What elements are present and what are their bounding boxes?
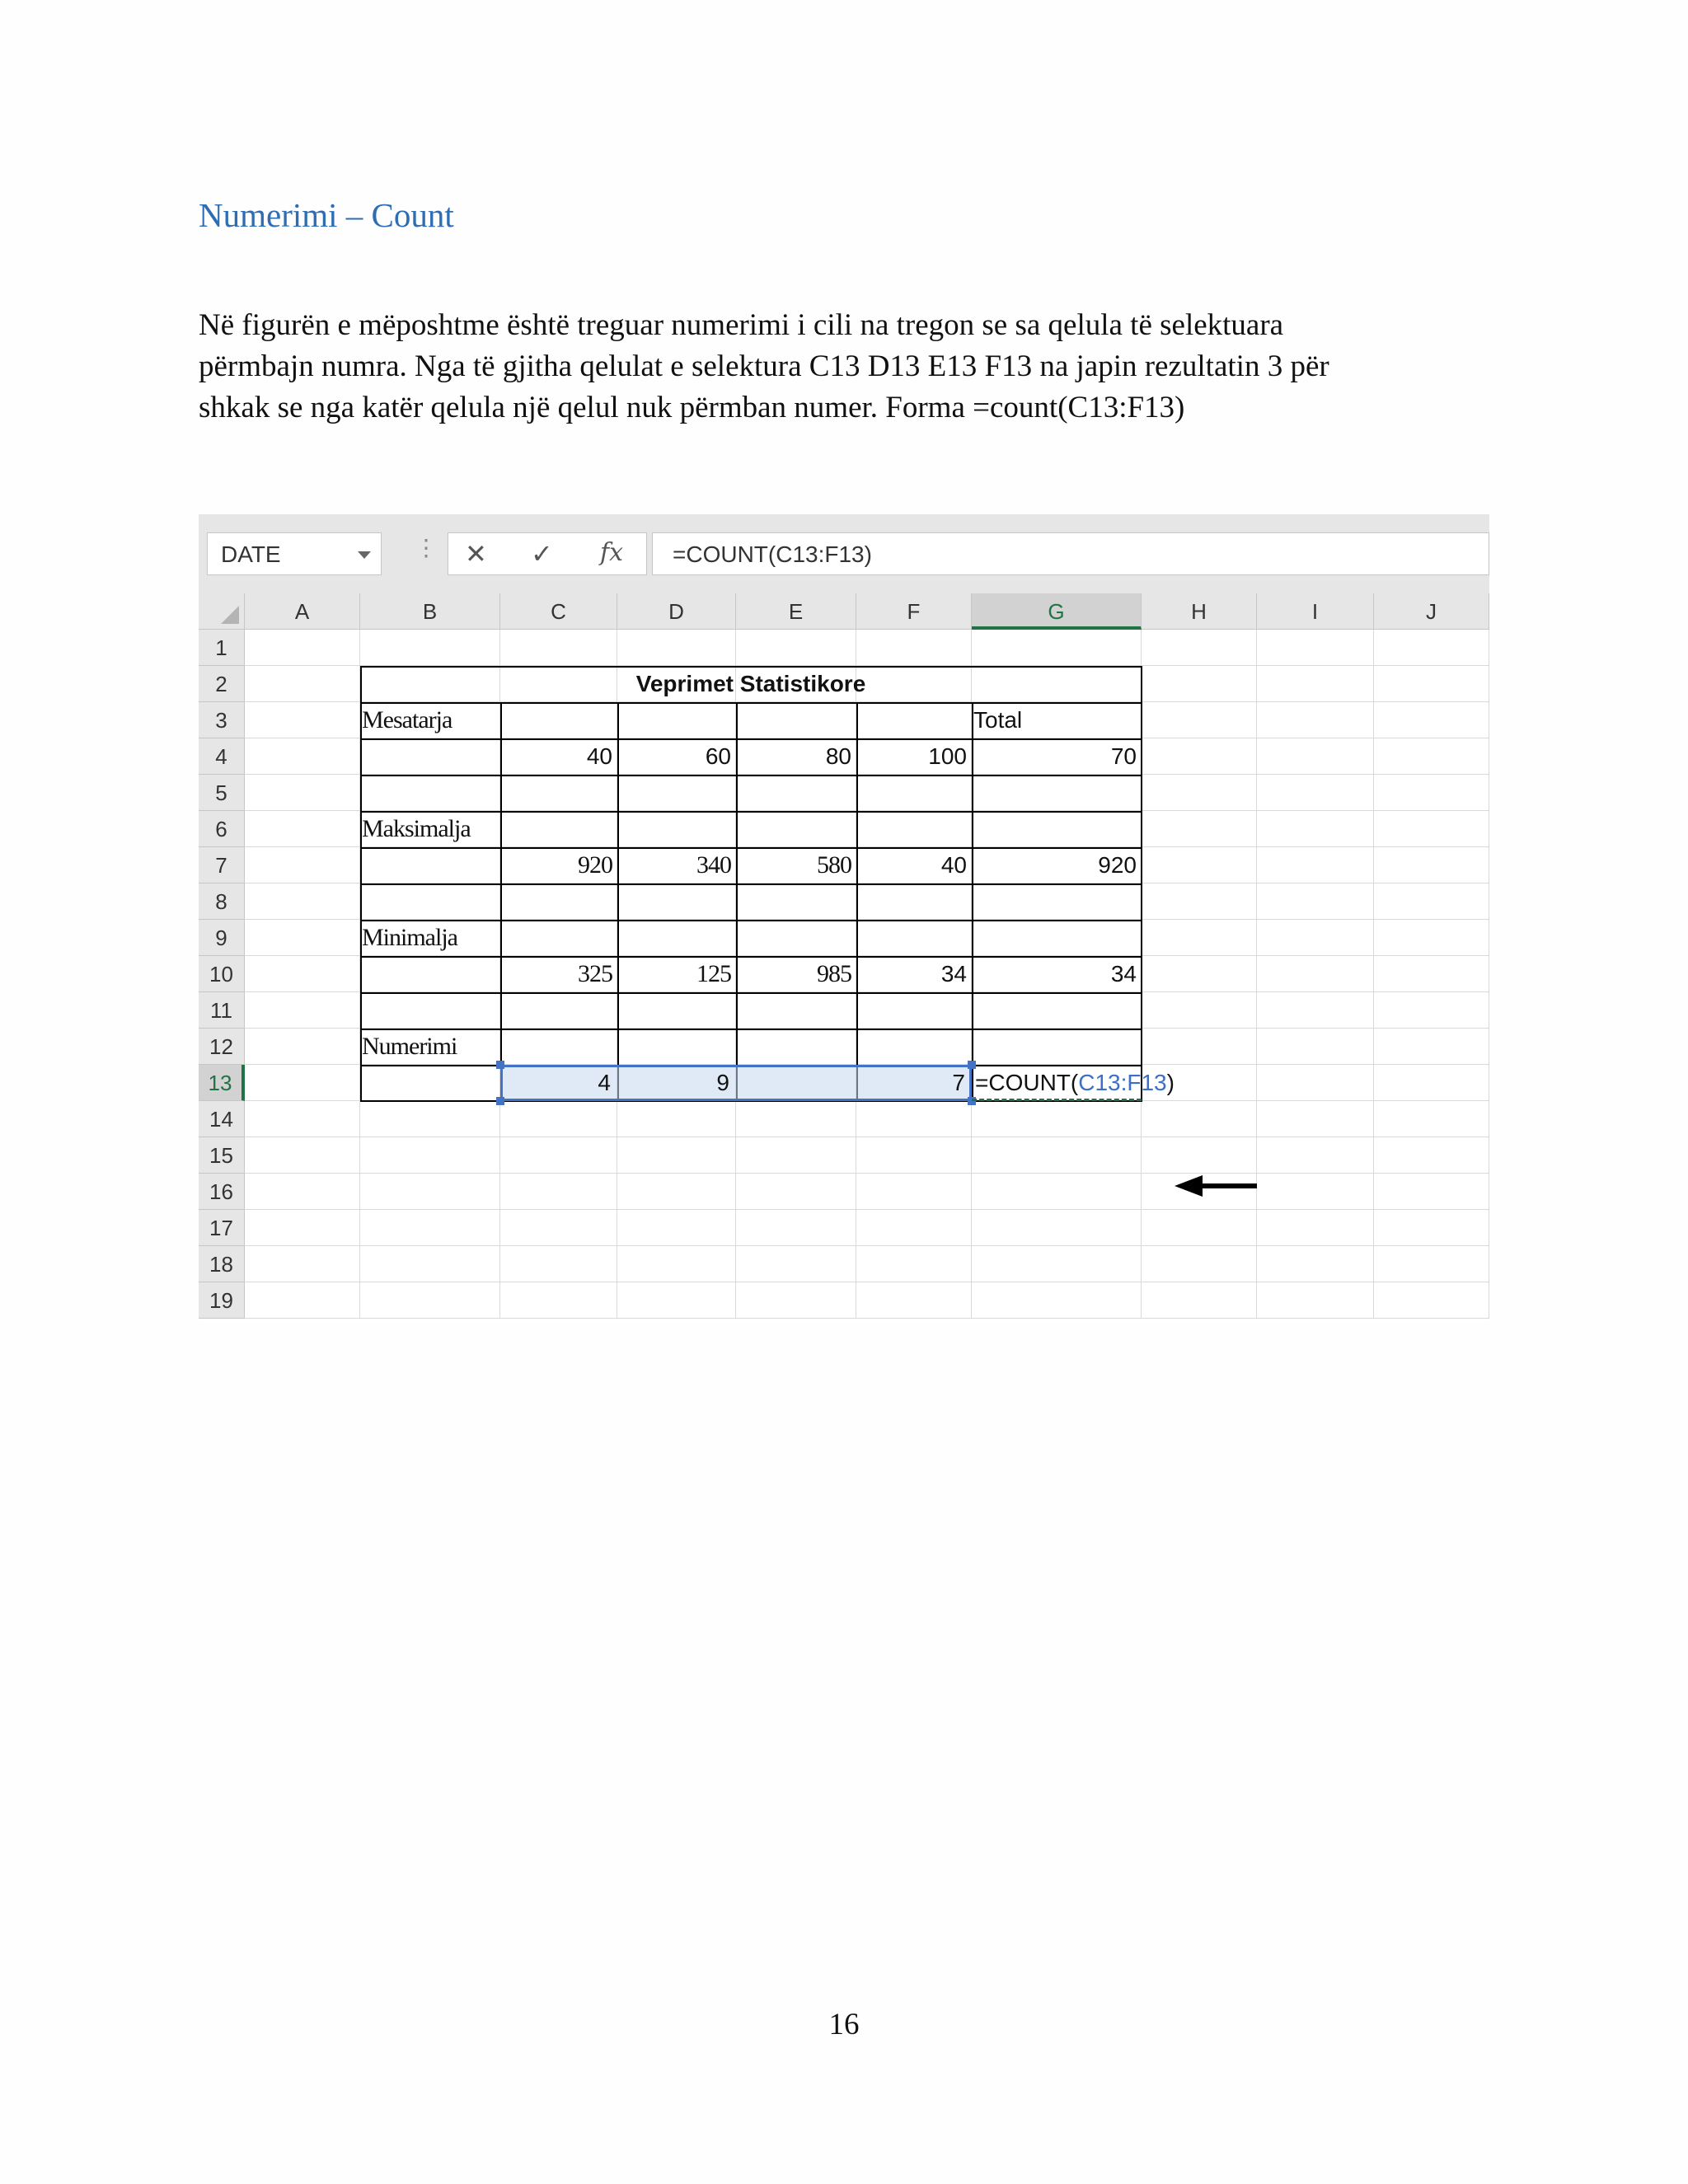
grid-cell[interactable] [856, 1282, 972, 1319]
cell-f13: 7 [952, 1070, 965, 1095]
formula-bar [199, 514, 1489, 593]
grid-cell[interactable] [500, 1210, 617, 1246]
cell-g4: 70 [1110, 743, 1137, 769]
row-header[interactable]: 5 [199, 775, 245, 811]
label-maksimalja: Maksimalja [362, 815, 471, 842]
grid-cell[interactable] [972, 1282, 1142, 1319]
grid-cell[interactable] [1374, 920, 1489, 956]
grid-cell[interactable] [736, 1246, 856, 1282]
grid-cell[interactable] [1374, 1210, 1489, 1246]
row-header[interactable]: 4 [199, 738, 245, 775]
paragraph-line: përmbajn numra. Nga të gjitha qelulat e selektura C13 D13 E13 F13 na japin rezultatin 3 për [199, 349, 1329, 383]
row-header-active[interactable]: 13 [199, 1065, 245, 1101]
grid-cell[interactable] [617, 920, 736, 956]
table-row-border [360, 883, 1142, 885]
grid-cell[interactable] [1142, 738, 1257, 775]
grid-cell[interactable] [1257, 811, 1374, 847]
grid-cell[interactable] [972, 1246, 1142, 1282]
grid-cell[interactable] [1257, 775, 1374, 811]
cell-c10: 325 [578, 960, 612, 987]
label-total: Total [973, 707, 1023, 733]
grid-cell[interactable] [736, 992, 856, 1029]
cell-c13: 4 [598, 1070, 611, 1095]
resize-grip-icon[interactable]: ⋮ [415, 535, 438, 560]
row-header[interactable]: 14 [199, 1101, 245, 1137]
grid-cell[interactable] [856, 702, 972, 738]
grid-cell[interactable] [245, 630, 360, 666]
row-header[interactable]: 3 [199, 702, 245, 738]
grid-cell[interactable] [245, 666, 360, 702]
grid-cell[interactable] [1374, 1029, 1489, 1065]
grid-cell[interactable] [856, 1246, 972, 1282]
column-header-h[interactable]: H [1142, 593, 1257, 630]
grid-cell[interactable] [1142, 992, 1257, 1029]
grid-cell[interactable] [1374, 956, 1489, 992]
grid-cell[interactable] [245, 775, 360, 811]
grid-cell[interactable] [972, 1210, 1142, 1246]
grid-cell[interactable] [360, 847, 500, 883]
grid-cell[interactable] [1257, 666, 1374, 702]
table-title: Veprimet Statistikore [635, 671, 866, 696]
row-header[interactable]: 7 [199, 847, 245, 883]
cell-d7: 340 [696, 851, 731, 879]
grid-cell[interactable] [1142, 1282, 1257, 1319]
grid-cell[interactable] [617, 1174, 736, 1210]
grid-cell[interactable] [500, 1174, 617, 1210]
body-paragraph [199, 305, 1484, 429]
grid-cell[interactable] [1142, 920, 1257, 956]
grid-cell[interactable] [617, 883, 736, 920]
grid-cell[interactable] [500, 992, 617, 1029]
cell-g10: 34 [1110, 961, 1137, 987]
grid-cell[interactable] [1142, 883, 1257, 920]
grid-cell[interactable] [1374, 666, 1489, 702]
grid-cell[interactable] [1142, 811, 1257, 847]
row-header[interactable]: 15 [199, 1137, 245, 1174]
grid-cell[interactable] [1374, 1137, 1489, 1174]
name-box[interactable] [207, 532, 382, 575]
arrow-left-icon [1175, 1174, 1257, 1198]
select-all-corner[interactable] [199, 593, 245, 630]
grid-cell[interactable] [1374, 630, 1489, 666]
grid-cell[interactable] [245, 811, 360, 847]
grid-cell[interactable] [617, 630, 736, 666]
grid-cell[interactable] [1257, 883, 1374, 920]
grid-cell[interactable] [1142, 1101, 1257, 1137]
grid-cell[interactable] [617, 992, 736, 1029]
grid-cell[interactable] [856, 1137, 972, 1174]
grid-cell[interactable] [1257, 992, 1374, 1029]
grid-cell[interactable] [736, 1210, 856, 1246]
column-header-d[interactable]: D [617, 593, 736, 630]
grid-cell[interactable] [617, 1137, 736, 1174]
worksheet-grid [199, 593, 1489, 1322]
grid-cell[interactable] [1374, 992, 1489, 1029]
paragraph-line: shkak se nga katër qelula një qelul nuk përmban numer. Forma =count(C13:F13) [199, 391, 1185, 424]
grid-cell[interactable] [736, 775, 856, 811]
grid-cell[interactable] [736, 811, 856, 847]
grid-cell[interactable] [972, 811, 1142, 847]
grid-cell[interactable] [1142, 1210, 1257, 1246]
spreadsheet-screenshot [199, 514, 1489, 1322]
grid-cell[interactable] [1142, 775, 1257, 811]
grid-cell[interactable] [1257, 920, 1374, 956]
grid-cell[interactable] [1142, 956, 1257, 992]
grid-cell[interactable] [500, 920, 617, 956]
row-header[interactable]: 17 [199, 1210, 245, 1246]
grid-cell[interactable] [500, 702, 617, 738]
grid-cell[interactable] [856, 1174, 972, 1210]
row-header[interactable]: 16 [199, 1174, 245, 1210]
grid-cell[interactable] [1257, 1174, 1374, 1210]
cell-f7: 40 [940, 852, 967, 878]
grid-cell[interactable] [736, 1282, 856, 1319]
column-header-c[interactable]: C [500, 593, 617, 630]
cell-d10: 125 [696, 960, 731, 987]
row-header[interactable]: 1 [199, 630, 245, 666]
grid-cell[interactable] [245, 920, 360, 956]
grid-cell[interactable] [360, 883, 500, 920]
grid-cell[interactable] [856, 883, 972, 920]
grid-cell[interactable] [1142, 1029, 1257, 1065]
grid-cell[interactable] [856, 992, 972, 1029]
grid-cell[interactable] [360, 956, 500, 992]
grid-cell[interactable] [1374, 1065, 1489, 1101]
grid-cell[interactable] [245, 1137, 360, 1174]
grid-cell[interactable] [736, 1029, 856, 1065]
grid-cell[interactable] [500, 630, 617, 666]
grid-cell[interactable] [360, 1246, 500, 1282]
grid-cell[interactable] [245, 702, 360, 738]
formula-buttons [448, 532, 647, 575]
grid-cell[interactable] [500, 1137, 617, 1174]
column-header-e[interactable]: E [736, 593, 856, 630]
grid-cell[interactable] [736, 630, 856, 666]
grid-cell[interactable] [1374, 775, 1489, 811]
cell-f10: 34 [940, 961, 967, 987]
grid-cell[interactable] [972, 1174, 1142, 1210]
grid-cell[interactable] [245, 956, 360, 992]
grid-cell[interactable] [1142, 1137, 1257, 1174]
grid-cell[interactable] [245, 883, 360, 920]
grid-cell[interactable] [360, 775, 500, 811]
grid-cell[interactable] [972, 630, 1142, 666]
grid-cell[interactable] [500, 811, 617, 847]
grid-cell[interactable] [736, 702, 856, 738]
grid-cell[interactable] [1142, 666, 1257, 702]
grid-cell[interactable] [736, 920, 856, 956]
grid-cell[interactable] [972, 883, 1142, 920]
table-row-border [360, 1029, 1142, 1030]
check-icon[interactable]: ✓ [531, 539, 553, 569]
grid-cell[interactable] [360, 738, 500, 775]
grid-cell[interactable] [1257, 738, 1374, 775]
grid-cell[interactable] [245, 847, 360, 883]
paragraph-line: Në figurën e mëposhtme është treguar numerimi i cili na tregon se sa qelula të selektuara [199, 308, 1284, 342]
table-row-border [360, 702, 1142, 704]
grid-cell[interactable] [972, 1029, 1142, 1065]
formula-prefix: =COUNT( [975, 1070, 1079, 1095]
cell-c4: 40 [586, 743, 612, 769]
grid-cell[interactable] [1142, 847, 1257, 883]
cell-d4: 60 [705, 743, 731, 769]
grid-cell[interactable] [1257, 1065, 1374, 1101]
section-heading: Numerimi – Count [199, 196, 454, 234]
grid-cell[interactable] [617, 1246, 736, 1282]
grid-cell[interactable] [1257, 1246, 1374, 1282]
grid-cell[interactable] [1257, 1210, 1374, 1246]
grid-cell[interactable] [1374, 883, 1489, 920]
select-all-icon [221, 606, 239, 624]
grid-cell[interactable] [1374, 847, 1489, 883]
grid-cell[interactable] [617, 702, 736, 738]
column-header-g[interactable]: G [972, 593, 1142, 630]
grid-cell[interactable] [617, 1210, 736, 1246]
cell-g13-formula [975, 1065, 1175, 1101]
label-mesatarja: Mesatarja [362, 706, 452, 733]
grid-cell[interactable] [500, 1282, 617, 1319]
name-box-value: DATE [221, 541, 281, 567]
grid-cell[interactable] [245, 1101, 360, 1137]
column-header-b[interactable]: B [360, 593, 500, 630]
row-header[interactable]: 8 [199, 883, 245, 920]
grid-cell[interactable] [736, 1101, 856, 1137]
cell-d13: 9 [716, 1070, 729, 1095]
grid-cell[interactable] [856, 811, 972, 847]
row-header[interactable]: 2 [199, 666, 245, 702]
grid-cell[interactable] [1374, 1101, 1489, 1137]
row-header[interactable]: 12 [199, 1029, 245, 1065]
grid-cell[interactable] [1374, 702, 1489, 738]
grid-cell[interactable] [360, 1282, 500, 1319]
row-header[interactable]: 6 [199, 811, 245, 847]
column-header-f[interactable]: F [856, 593, 972, 630]
grid-cell[interactable] [1257, 1029, 1374, 1065]
grid-cell[interactable] [1374, 1174, 1489, 1210]
grid-cell[interactable] [736, 883, 856, 920]
grid-cell[interactable] [856, 630, 972, 666]
column-header-i[interactable]: I [1257, 593, 1374, 630]
grid-cell[interactable] [1374, 1282, 1489, 1319]
grid-cell[interactable] [360, 1101, 500, 1137]
grid-cell[interactable] [500, 1101, 617, 1137]
formula-text: =COUNT(C13:F13) [673, 541, 872, 567]
grid-cell[interactable] [1257, 847, 1374, 883]
grid-cell[interactable] [245, 1029, 360, 1065]
cell-c7: 920 [578, 851, 612, 879]
grid-cell[interactable] [500, 1029, 617, 1065]
column-header-a[interactable]: A [245, 593, 360, 630]
formula-range: C13:F13 [1078, 1070, 1167, 1095]
grid-cell[interactable] [856, 775, 972, 811]
grid-cell[interactable] [972, 1137, 1142, 1174]
grid-cell[interactable] [617, 1282, 736, 1319]
grid-cell[interactable] [1257, 630, 1374, 666]
grid-cell[interactable] [245, 738, 360, 775]
grid-cell[interactable] [1374, 1246, 1489, 1282]
grid-cell[interactable] [1257, 702, 1374, 738]
table-row-border [360, 992, 1142, 994]
row-header[interactable]: 9 [199, 920, 245, 956]
formula-suffix: ) [1166, 1070, 1175, 1095]
grid-cell[interactable] [500, 1246, 617, 1282]
grid-cell[interactable] [245, 1282, 360, 1319]
grid-cell[interactable] [972, 775, 1142, 811]
grid-cell[interactable] [360, 1210, 500, 1246]
cell-g7: 920 [1098, 852, 1137, 878]
table-row-border [360, 775, 1142, 776]
grid-cell[interactable] [736, 1174, 856, 1210]
row-header[interactable]: 11 [199, 992, 245, 1029]
grid-cell[interactable] [736, 1137, 856, 1174]
grid-cell[interactable] [245, 1174, 360, 1210]
grid-cell[interactable] [617, 775, 736, 811]
column-header-j[interactable]: J [1374, 593, 1489, 630]
row-header[interactable]: 19 [199, 1282, 245, 1319]
grid-cell[interactable] [1257, 1137, 1374, 1174]
grid-cell[interactable] [500, 883, 617, 920]
grid-cell[interactable] [972, 920, 1142, 956]
grid-cell[interactable] [1257, 1101, 1374, 1137]
row-header[interactable]: 18 [199, 1246, 245, 1282]
grid-cell[interactable] [1374, 811, 1489, 847]
grid-cell[interactable] [856, 1210, 972, 1246]
grid-cell[interactable] [856, 1101, 972, 1137]
grid-cell[interactable] [360, 992, 500, 1029]
grid-cell[interactable] [617, 1029, 736, 1065]
table-row-border [360, 920, 1142, 921]
grid-cell[interactable] [360, 1065, 500, 1101]
cancel-icon[interactable]: ✕ [465, 539, 487, 569]
cell-e10: 985 [817, 960, 851, 987]
cell-f4: 100 [928, 743, 967, 769]
grid-cell[interactable] [972, 992, 1142, 1029]
page-number: 16 [828, 2008, 860, 2041]
grid-cell[interactable] [617, 1101, 736, 1137]
cell-e7: 580 [817, 851, 851, 879]
insert-function-icon[interactable]: fx [600, 538, 624, 567]
grid-cell[interactable] [245, 1065, 360, 1101]
grid-cell[interactable] [856, 920, 972, 956]
grid-cell[interactable] [1142, 1246, 1257, 1282]
cell-e4: 80 [825, 743, 851, 769]
grid-cell[interactable] [1374, 738, 1489, 775]
row-header[interactable]: 10 [199, 956, 245, 992]
grid-cell[interactable] [1257, 956, 1374, 992]
grid-cell[interactable] [245, 992, 360, 1029]
chevron-down-icon[interactable] [358, 551, 371, 559]
grid-cell[interactable] [972, 1101, 1142, 1137]
grid-cell[interactable] [1142, 630, 1257, 666]
label-minimalja: Minimalja [362, 924, 457, 951]
grid-cell[interactable] [360, 1137, 500, 1174]
table-row-border [360, 811, 1142, 813]
grid-cell[interactable] [360, 630, 500, 666]
grid-cell[interactable] [245, 1210, 360, 1246]
grid-cell[interactable] [245, 1246, 360, 1282]
grid-cell[interactable] [360, 1174, 500, 1210]
grid-cell[interactable] [856, 1029, 972, 1065]
label-numerimi: Numerimi [362, 1033, 457, 1060]
grid-cell[interactable] [1257, 1282, 1374, 1319]
formula-input[interactable] [652, 532, 1489, 575]
grid-cell[interactable] [1142, 702, 1257, 738]
grid-cell[interactable] [500, 775, 617, 811]
grid-cell[interactable] [617, 811, 736, 847]
